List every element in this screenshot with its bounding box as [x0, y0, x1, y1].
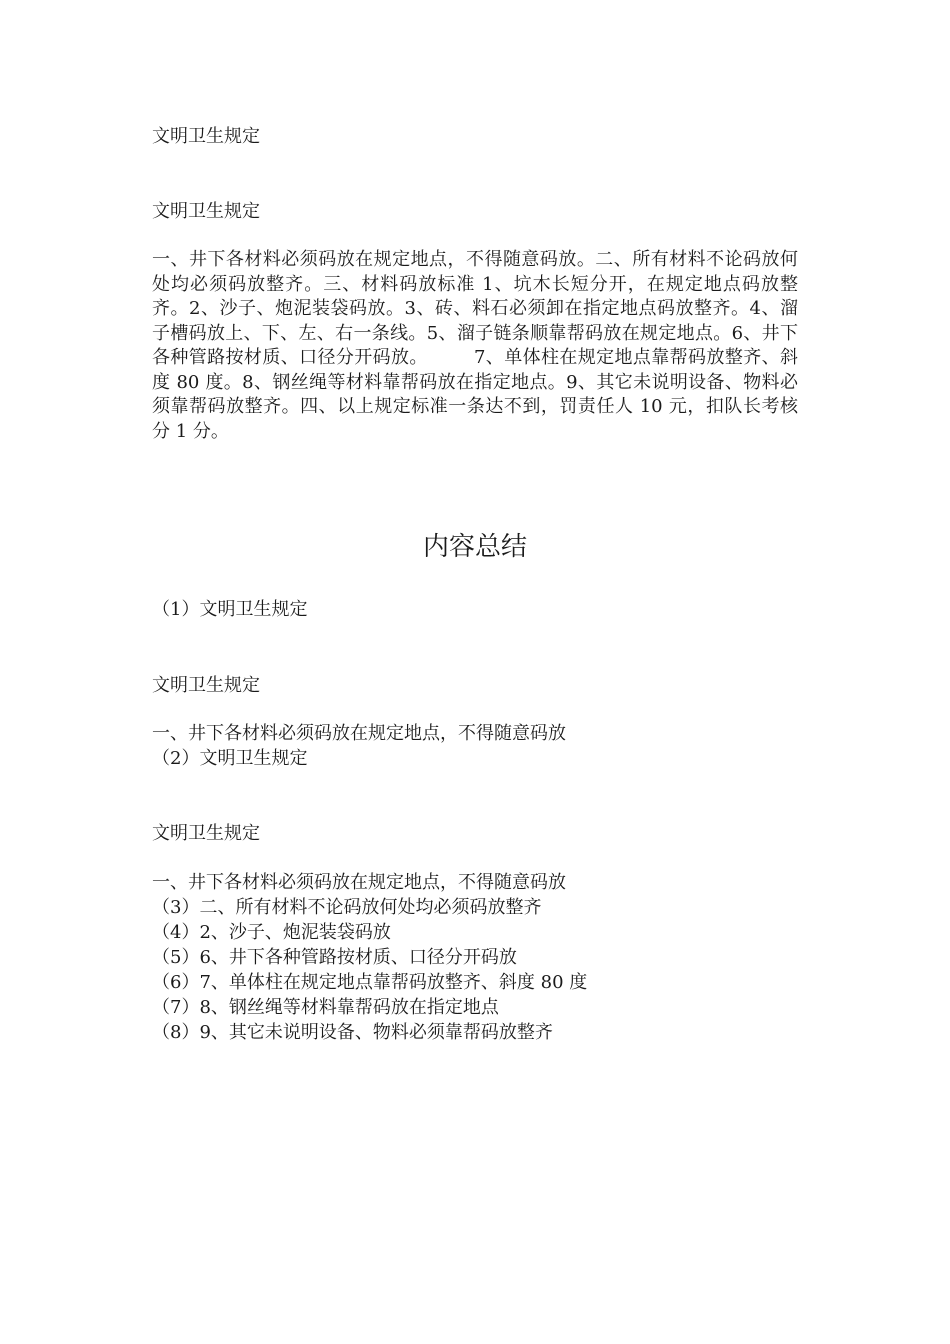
summary-line: （3）二、所有材料不论码放何处均必须码放整齐 — [152, 897, 542, 918]
summary-line: （1）文明卫生规定 — [152, 599, 308, 620]
summary-line: （2）文明卫生规定 — [152, 748, 308, 769]
document-subtitle: 文明卫生规定 — [152, 201, 260, 222]
summary-line: （7）8、钢丝绳等材料靠帮码放在指定地点 — [152, 997, 499, 1018]
summary-line: 一、井下各材料必须码放在规定地点，不得随意码放 — [152, 723, 566, 744]
summary-heading: 内容总结 — [422, 532, 527, 562]
summary-line: 一、井下各材料必须码放在规定地点，不得随意码放 — [152, 872, 566, 893]
summary-line: （4）2、沙子、炮泥装袋码放 — [152, 922, 391, 943]
document-title: 文明卫生规定 — [152, 126, 260, 147]
summary-line: （8）9、其它未说明设备、物料必须靠帮码放整齐 — [152, 1022, 553, 1043]
summary-line: （5）6、井下各种管路按材质、口径分开码放 — [152, 947, 517, 968]
summary-line: 文明卫生规定 — [152, 675, 260, 696]
summary-line: 文明卫生规定 — [152, 823, 260, 844]
summary-line: （6）7、单体柱在规定地点靠帮码放整齐、斜度 80 度 — [152, 972, 588, 993]
regulation-paragraph: 一、井下各材料必须码放在规定地点，不得随意码放。二、所有材料不论码放何处均必须码放整齐。三、材料码放标准 1、坑木长短分开，在规定地点码放整齐。2、沙子、炮泥装袋码放。3、砖、料石必须卸在指定地点码放整齐。4、溜子槽码放上、下、左、右一条线。5、溜子链条顺靠帮码放在规定地点。6、井下各种管路按材质、口径分开码放。 7、单体柱在规定地点靠帮码放整齐、斜度 80 度。8、钢丝绳等材料靠帮码放在指定地点。9、其它未说明设备、物料必须靠帮码放整齐。四、以上规定标准一条达不到，罚责任人 10 元，扣队长考核分 1 分。 — [152, 249, 798, 442]
